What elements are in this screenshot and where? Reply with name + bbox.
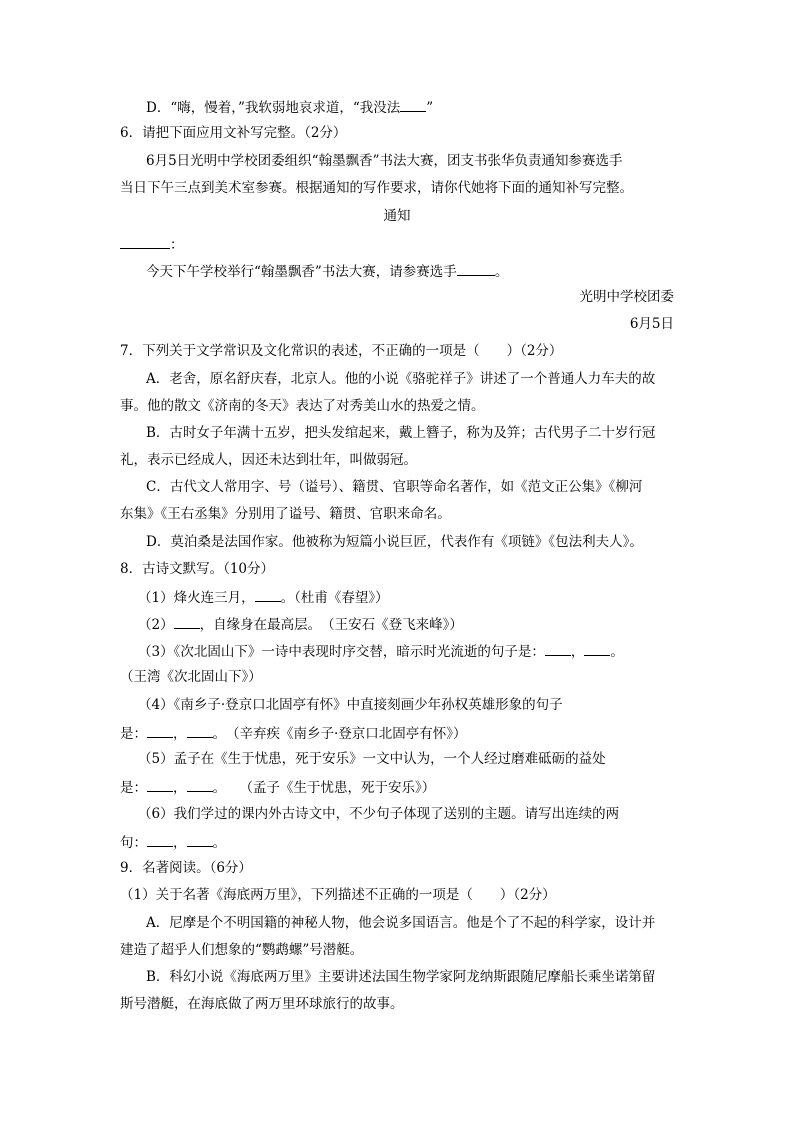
- option-b-line: 礼，表示已经成人，因还未达到壮年，叫做弱冠。: [120, 452, 417, 468]
- option-a-line: 建造了超乎人们想象的“鹦鹉螺”号潜艇。: [120, 942, 364, 958]
- answer-blank: [545, 641, 571, 656]
- notice-title: 通知: [383, 208, 411, 224]
- option-a-line: 事。他的散文《济南的冬天》表达了对秀美山水的热爱之情。: [120, 398, 485, 414]
- text: D．“嗨，慢着，”我软弱地哀求道，“我没法: [146, 100, 401, 116]
- question-8-item: （5）孟子在《生于忧患，死于安乐》一文中认为，一个人经过磨难砥砺的益处: [138, 751, 606, 767]
- question-8-item: [120, 777, 435, 797]
- question-9-sub: （1）关于名著《海底两万里》，下列描述不正确的一项是（ ）（2分）: [120, 887, 556, 903]
- answer-blank: [174, 614, 200, 629]
- answer-blank: [187, 723, 213, 738]
- text: 。: [494, 264, 509, 280]
- notice-salutation: [120, 234, 184, 254]
- option-c-line: 东集》《王右丞集》分别用了谥号、籍贯、官职来命名。: [120, 506, 451, 522]
- text: 是：: [120, 780, 147, 796]
- text: ，: [173, 780, 187, 796]
- answer-blank: [400, 97, 426, 112]
- question-8-item: [120, 832, 226, 852]
- answer-blank: [187, 777, 213, 792]
- text: 。: [212, 835, 226, 851]
- question-6-text: 6月5日光明中学校团委组织“翰墨飘香”书法大赛，团支书张华负责通知参赛选手: [146, 153, 623, 169]
- answer-blank: [147, 777, 173, 792]
- question-8-item: [138, 614, 463, 634]
- option-b-line: 斯号潜艇，在海底做了两万里环球旅行的故事。: [120, 996, 404, 1012]
- text: 今天下午学校举行“翰墨飘香”书法大赛，请参赛选手: [146, 264, 457, 280]
- text: 。: [610, 644, 624, 660]
- option-d-line: D．莫泊桑是法国作家。他被称为短篇小说巨匠，代表作有《项链》《包法利夫人》。: [146, 534, 643, 550]
- option-c-line: C．古代文人常用字、号（谥号）、籍贯、官职等命名著作，如《范文正公集》《柳河: [146, 479, 643, 495]
- text: 是：: [120, 726, 147, 742]
- text: 。（杜甫《春望》）: [280, 590, 389, 606]
- option-a-line: A．尼摩是个不明国籍的神秘人物，他会说多国语言。他是个了不起的科学家，设计并: [146, 915, 656, 931]
- text: ，: [173, 835, 187, 851]
- text: ，: [570, 644, 585, 660]
- question-8-item: [138, 641, 624, 661]
- question-6-text: 当日下午三点到美术室参赛。根据通知的写作要求，请你代她将下面的通知补写完整。: [120, 180, 633, 196]
- question-8-heading: 8．古诗文默写。（10分）: [120, 561, 275, 577]
- answer-blank: [147, 832, 173, 847]
- answer-blank: [457, 261, 495, 276]
- answer-blank: [120, 234, 170, 249]
- question-8-item: [138, 587, 389, 607]
- notice-signature: 光明中学校团委: [579, 289, 674, 305]
- text: ：: [170, 237, 184, 253]
- text: ，自缘身在最高层。 （王安石《登飞来峰》）: [199, 617, 463, 633]
- answer-blank: [584, 641, 610, 656]
- text: 句：: [120, 835, 147, 851]
- option-a-line: A．老舍，原名舒庆春，北京人。他的小说《骆驼祥子》讲述了一个普通人力车夫的故: [146, 371, 656, 387]
- answer-blank: [147, 723, 173, 738]
- question-8-item: [120, 723, 467, 743]
- answer-blank: [255, 587, 281, 602]
- notice-date: 6月5日: [629, 316, 674, 332]
- question-6-heading: 6．请把下面应用文补写完整。（2分）: [120, 125, 347, 141]
- text: ”: [426, 100, 434, 116]
- answer-blank: [187, 832, 213, 847]
- text: （3）《次北固山下》一诗中表现时序交替，暗示时光流逝的句子是：: [138, 644, 545, 660]
- question-8-item: （6）我们学过的课内外古诗文中，不少句子体现了送别的主题。请写出连续的两: [138, 806, 620, 822]
- option-d-line: [146, 97, 433, 117]
- notice-body: [146, 261, 508, 281]
- text: （1）烽火连三月，: [138, 590, 255, 606]
- question-7-heading: 7．下列关于文学常识及文化常识的表述，不正确的一项是（ ）（2分）: [120, 343, 563, 359]
- text: 。 （孟子《生于忧患，死于安乐》）: [212, 780, 436, 796]
- option-b-line: B．古时女子年满十五岁，把头发绾起来，戴上簪子，称为及笄；古代男子二十岁行冠: [146, 425, 656, 441]
- question-9-heading: 9．名著阅读。（6分）: [120, 860, 252, 876]
- text: （2）: [138, 617, 174, 633]
- question-8-source: （王湾《次北固山下》）: [120, 669, 262, 685]
- text: 。 （辛弃疾《南乡子·登京口北固亭有怀》）: [212, 726, 467, 742]
- question-8-item: （4）《南乡子·登京口北固亭有怀》中直接刻画少年孙权英雄形象的句子: [138, 697, 563, 713]
- text: ，: [173, 726, 187, 742]
- option-b-line: B．科幻小说《海底两万里》主要讲述法国生物学家阿龙纳斯跟随尼摩船长乘坐诺第留: [146, 969, 656, 985]
